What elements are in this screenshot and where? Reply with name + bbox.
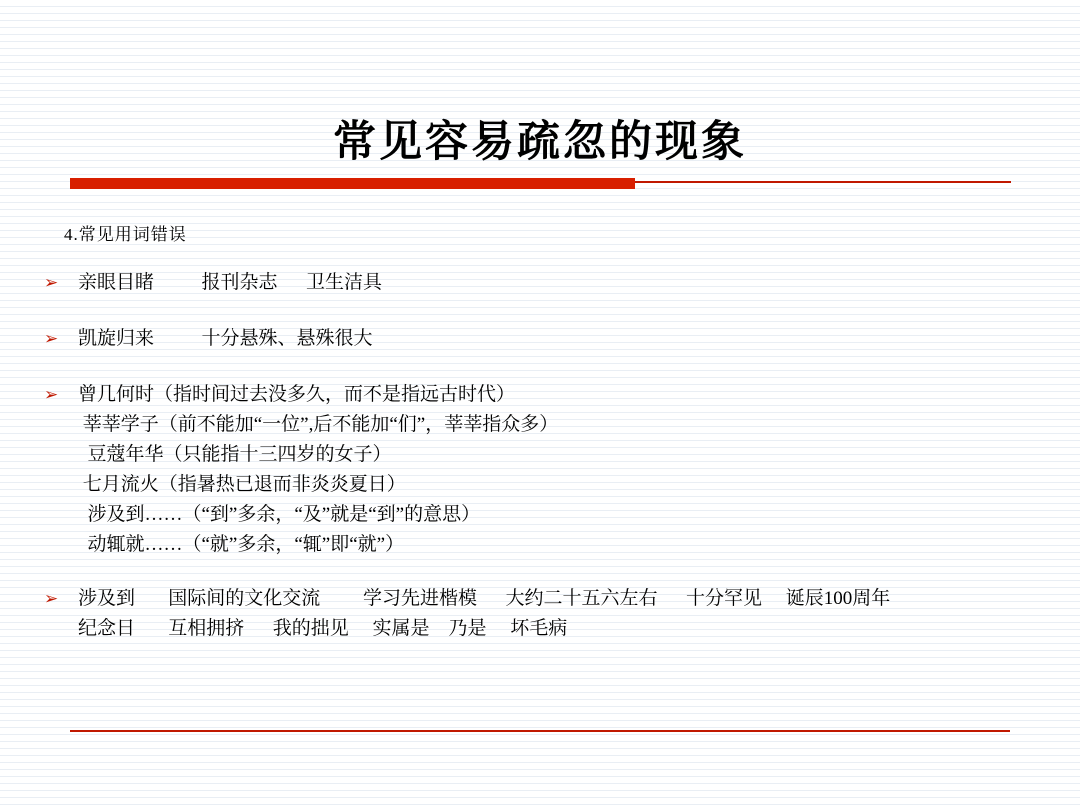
list-item-text: 凯旋归来 十分悬殊、悬殊很大 [78,328,373,349]
list-item-text: 七月流火（指暑热已退而非炎炎夏日） [78,474,406,495]
list-item [40,324,1040,354]
list-item-text: 涉及到……（“到”多余，“及”就是“到”的意思） [78,504,481,525]
title-underline-thin [635,181,1011,183]
page-title: 常见容易疏忽的现象 [333,119,747,166]
bullet-arrow-icon: ➢ [44,385,59,404]
list-item [40,584,1040,644]
list-item-text: 动辄就……（“就”多余，“辄”即“就”） [78,534,405,555]
footer-rule [70,730,1010,732]
list-item-lines [78,324,1040,354]
bullet-arrow-icon: ➢ [44,329,59,348]
list-item-text: 莘莘学子（前不能加“一位”,后不能加“们”，莘莘指众多） [78,414,559,435]
bullet-list [40,268,1040,670]
list-item-text: 豆蔻年华（只能指十三四岁的女子） [78,444,392,465]
list-item-lines [78,268,1040,298]
list-item-lines [78,584,1040,644]
list-item-text: 曾几何时（指时间过去没多久，而不是指远古时代） [78,384,516,405]
title-underline-thick [70,178,635,189]
bullet-arrow-icon: ➢ [44,589,59,608]
list-item-text: 亲眼目睹 报刊杂志 卫生洁具 [78,272,383,293]
list-item-lines [78,380,1040,560]
list-item-text: 纪念日 互相拥挤 我的拙见 实属是 乃是 坏毛病 [78,618,568,639]
list-item [40,268,1040,298]
list-item-text: 涉及到 国际间的文化交流 学习先进楷模 大约二十五六左右 十分罕见 诞辰100周年 [78,588,891,609]
bullet-arrow-icon: ➢ [44,273,59,292]
section-subheading: 4.常见用词错误 [64,225,187,244]
list-item [40,380,1040,560]
